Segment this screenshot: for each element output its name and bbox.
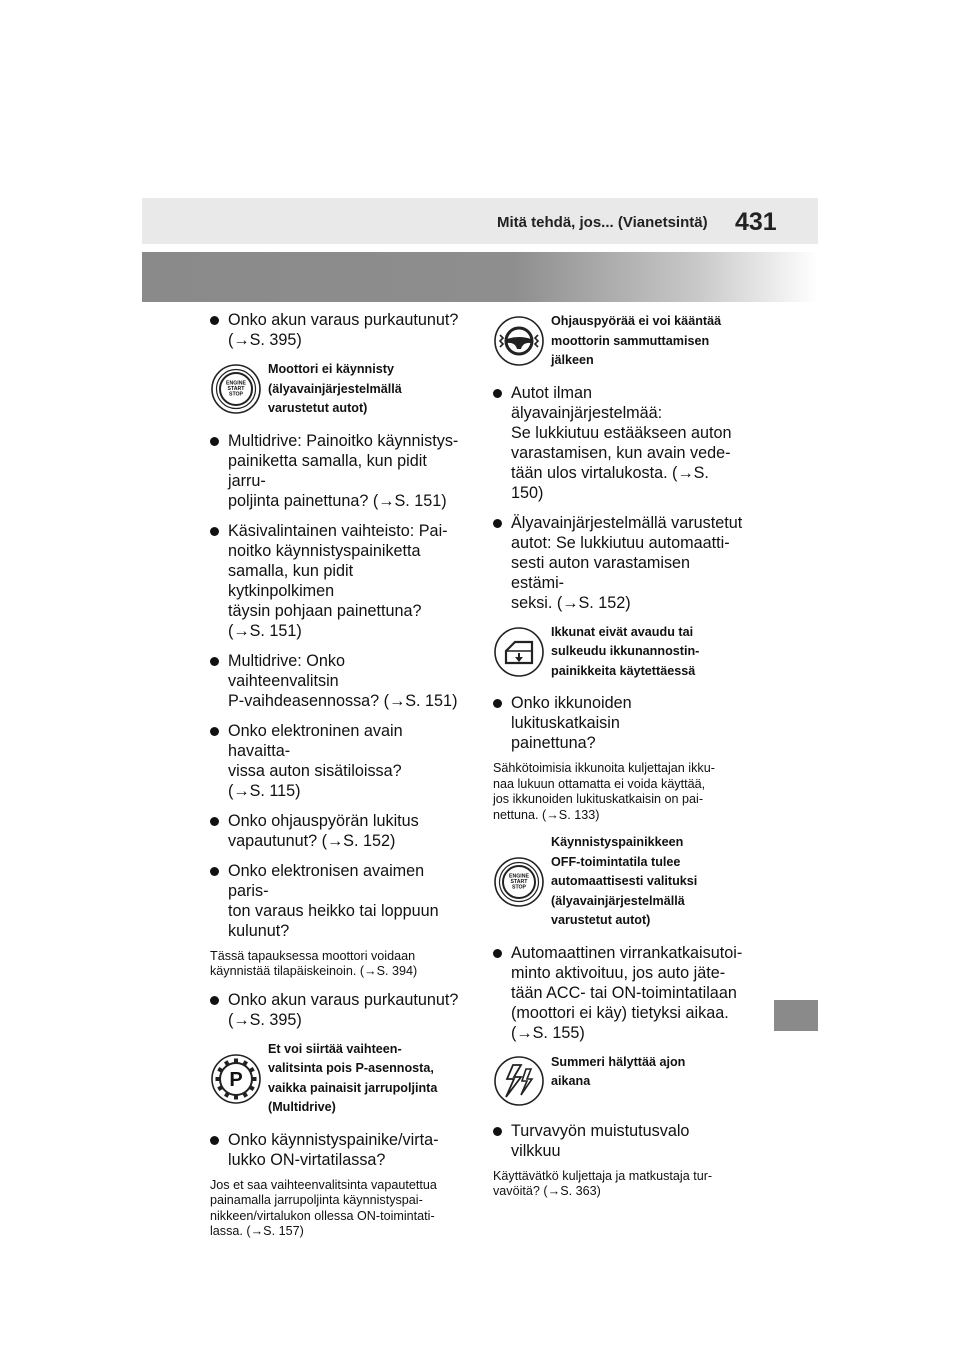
- text-line: Jos et saa vaihteenvalitsinta vapautettua: [210, 1177, 437, 1192]
- text-line: varastamisen, kun avain vede-: [511, 443, 731, 462]
- bullet-item: [210, 721, 460, 801]
- icon-caption: START: [227, 386, 245, 393]
- note-text: [493, 761, 743, 823]
- text-line: (→S. 395): [228, 1010, 302, 1029]
- bullet-item: [493, 383, 743, 503]
- text-line: sesti auton varastamisen estämi-: [511, 553, 691, 592]
- text-line: samalla, kun pidit kytkinpolkimen: [228, 561, 354, 600]
- icon-block-label: [551, 312, 743, 371]
- bullet-dot: [210, 727, 219, 736]
- text-line: Käynnistyspainikkeen: [551, 835, 684, 850]
- bullet-dot: [210, 867, 219, 876]
- text-line: OFF-toimintatila tulee: [551, 854, 681, 869]
- text-line: painettuna?: [511, 734, 596, 752]
- text-line: täysin pohjaan painettuna?: [228, 601, 422, 620]
- page-number: 431: [735, 208, 777, 236]
- warning-icon-block: [493, 623, 743, 682]
- text-line: (Multidrive): [268, 1100, 336, 1115]
- bullet-item: [210, 811, 460, 851]
- text-line: nikkeen/virtalukon ollessa ON-toimintati-: [210, 1208, 435, 1223]
- text-line: Käyttävätkö kuljettaja ja matkustaja tur-: [493, 1168, 713, 1183]
- text-line: aikana: [551, 1074, 591, 1089]
- bullet-dot: [210, 657, 219, 666]
- text-line: automaattisesti valituksi: [551, 874, 698, 889]
- power-window-icon: [493, 626, 545, 678]
- text-line: Se lukkiutuu estääkseen auton: [511, 423, 732, 442]
- text-line: Onko akun varaus purkautunut?: [228, 990, 459, 1009]
- text-line: Turvavyön muistutusvalo vilkkuu: [511, 1121, 690, 1160]
- text-line: Onko käynnistyspainike/virta-: [228, 1130, 439, 1149]
- bullet-dot: [493, 1127, 502, 1136]
- park-gear-icon: [210, 1053, 262, 1105]
- text-line: Käsivalintainen vaihteisto: Pai-: [228, 521, 448, 540]
- text-line: tään ACC- tai ON-toimintatilaan: [511, 983, 737, 1002]
- steering-lock-icon: [493, 315, 545, 367]
- warning-icon-block: [210, 360, 460, 419]
- text-line: jos ikkunoiden lukituskatkaisin on pai-: [493, 792, 704, 807]
- text-line: (→S. 151): [228, 621, 302, 640]
- warning-icon-block: [493, 1053, 743, 1109]
- text-line: Sähkötoimisia ikkunoita kuljettajan ikku-: [493, 761, 715, 775]
- text-line: vapautunut? (→S. 152): [228, 831, 396, 850]
- left-column: [210, 310, 460, 1250]
- text-line: Summeri hälyttää ajon: [551, 1054, 686, 1069]
- text-line: ton varaus heikko tai loppuun: [228, 901, 439, 920]
- text-line: (→S. 395): [228, 331, 302, 349]
- text-line: noitko käynnistyspainiketta: [228, 541, 421, 560]
- bullet-item: [210, 990, 460, 1030]
- bullet-dot: [210, 437, 219, 446]
- bullet-item: [210, 651, 460, 711]
- bullet-dot: [210, 996, 219, 1005]
- bullet-dot: [210, 527, 219, 536]
- text-line: vaikka painaisit jarrupoljinta: [268, 1080, 438, 1095]
- text-line: jälkeen: [551, 353, 594, 367]
- bullet-item: [493, 1121, 743, 1161]
- icon-caption: START: [510, 879, 528, 886]
- header-band: [142, 198, 818, 244]
- text-line: valitsinta pois P-asennosta,: [268, 1061, 434, 1076]
- text-line: Et voi siirtää vaihteen-: [268, 1041, 402, 1056]
- engine-start-stop-icon: [493, 856, 545, 908]
- text-line: P-vaihdeasennossa? (→S. 151): [228, 691, 458, 710]
- text-line: Ikkunat eivät avaudu tai: [551, 624, 694, 639]
- text-line: naa lukuun ottamatta ei voida käyttää,: [493, 776, 706, 791]
- text-line: moottorin sammuttamisen: [551, 333, 710, 348]
- bullet-dot: [210, 1136, 219, 1145]
- text-line: käynnistää tilapäiskeinoin. (→S. 394): [210, 964, 418, 979]
- bullet-item: [210, 861, 460, 941]
- icon-block-label: [551, 1053, 743, 1092]
- text-line: painikkeita käytettäessä: [551, 663, 696, 678]
- bullet-item: [210, 1130, 460, 1170]
- note-text: [210, 949, 460, 980]
- text-line: lassa. (→S. 157): [210, 1224, 304, 1239]
- text-line: (älyavainjärjestelmällä: [268, 381, 402, 396]
- chapter-side-tab: [774, 1000, 818, 1031]
- warning-icon-block: [493, 312, 743, 371]
- text-line: varustetut autot): [268, 401, 368, 415]
- icon-caption: STOP: [511, 884, 527, 891]
- text-line: Onko ikkunoiden lukituskatkaisin: [511, 694, 632, 732]
- text-line: Älyavainjärjestelmällä varustetut: [511, 513, 743, 532]
- text-line: minto aktivoituu, jos auto jäte-: [511, 963, 726, 982]
- text-line: Automaattinen virrankatkaisutoi-: [511, 943, 743, 962]
- text-line: nettuna. (→S. 133): [493, 807, 600, 822]
- bullet-item: [493, 943, 743, 1043]
- text-line: tään ulos virtalukosta. (→S. 150): [511, 463, 709, 502]
- text-line: autot: Se lukkiutuu automaatti-: [511, 533, 730, 552]
- bullet-item: [210, 310, 460, 350]
- page-header-title: Mitä tehdä, jos... (Vianetsintä): [497, 214, 708, 231]
- text-line: sulkeudu ikkunannostin-: [551, 644, 700, 658]
- icon-caption: ENGINE: [226, 380, 246, 387]
- bullet-dot: [210, 316, 219, 325]
- note-text: [210, 1178, 460, 1240]
- right-column: [493, 312, 743, 1210]
- bullet-item: [493, 513, 743, 613]
- text-line: painamalla jarrupoljinta käynnistyspai-: [210, 1193, 423, 1208]
- text-line: Moottori ei käynnisty: [268, 362, 394, 376]
- note-text: [493, 1169, 743, 1200]
- text-line: seksi. (→S. 152): [511, 593, 631, 612]
- bullet-dot: [493, 949, 502, 958]
- text-line: Tässä tapauksessa moottori voidaan: [210, 948, 416, 963]
- buzzer-warning-icon: [493, 1055, 545, 1107]
- icon-block-label: [268, 360, 460, 419]
- text-line: kulunut?: [228, 921, 290, 940]
- icon-caption: ENGINE: [509, 873, 529, 880]
- text-line: lukko ON-virtatilassa?: [228, 1150, 386, 1169]
- text-line: Onko akun varaus purkautunut?: [228, 311, 459, 329]
- text-line: (älyavainjärjestelmällä: [551, 893, 685, 908]
- icon-block-label: [551, 833, 743, 931]
- text-line: varustetut autot): [551, 913, 651, 928]
- text-line: Autot ilman älyavainjärjestelmää:: [511, 383, 663, 422]
- icon-block-label: [551, 623, 743, 682]
- bullet-dot: [493, 699, 502, 708]
- text-line: Onko elektronisen avaimen paris-: [228, 861, 425, 900]
- text-line: Ohjauspyörää ei voi kääntää: [551, 314, 722, 328]
- text-line: (→S. 115): [228, 781, 301, 800]
- bullet-dot: [210, 817, 219, 826]
- icon-caption: STOP: [228, 391, 244, 398]
- bullet-dot: [493, 519, 502, 528]
- text-line: Multidrive: Onko vaihteenvalitsin: [228, 651, 345, 690]
- bullet-dot: [493, 389, 502, 398]
- bullet-item: [493, 693, 743, 753]
- engine-start-stop-icon: [210, 363, 262, 415]
- warning-icon-block: [210, 1040, 460, 1118]
- text-line: (→S. 155): [511, 1023, 585, 1042]
- text-line: Onko elektroninen avain havaitta-: [228, 721, 403, 760]
- icon-block-label: [268, 1040, 460, 1118]
- text-line: Onko ohjauspyörän lukitus: [228, 811, 419, 830]
- text-line: Multidrive: Painoitko käynnistys-: [228, 431, 459, 450]
- bullet-item: [210, 431, 460, 511]
- text-line: vavöitä? (→S. 363): [493, 1184, 601, 1199]
- bullet-item: [210, 521, 460, 641]
- text-line: vissa auton sisätiloissa?: [228, 761, 402, 780]
- warning-icon-block: [493, 833, 743, 931]
- text-line: poljinta painettuna? (→S. 151): [228, 491, 447, 510]
- text-line: (moottori ei käy) tietyksi aikaa.: [511, 1003, 729, 1022]
- section-gradient-band: [142, 252, 818, 302]
- text-line: painiketta samalla, kun pidit jarru-: [228, 451, 427, 490]
- icon-caption: P: [229, 1068, 243, 1091]
